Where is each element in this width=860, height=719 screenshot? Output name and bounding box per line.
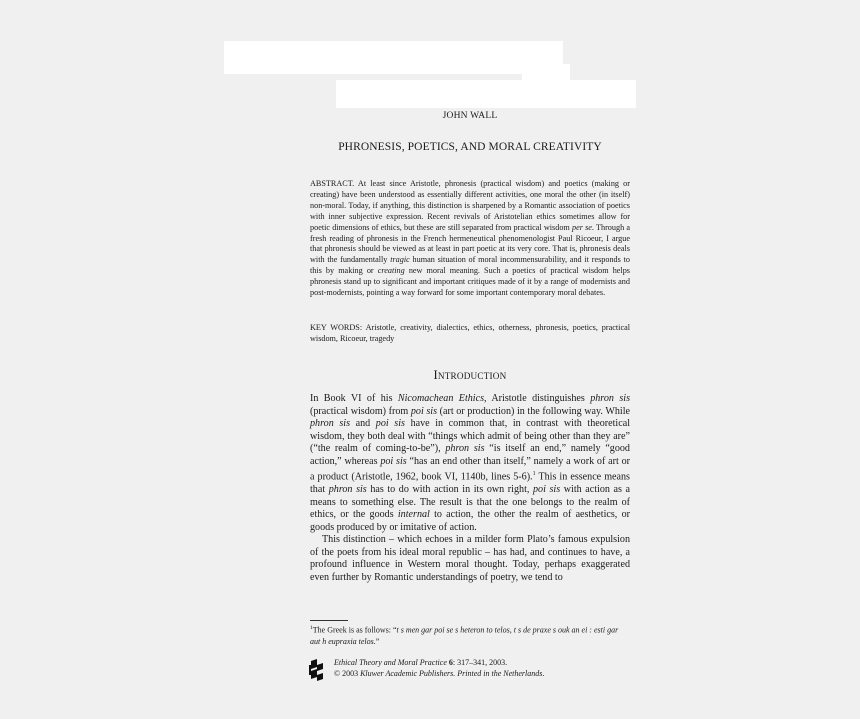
author-name: JOHN WALL <box>442 111 498 121</box>
paper-title: PHRONESIS, POETICS, AND MORAL CREATIVITY <box>338 141 602 153</box>
journal-volume: 6 <box>448 658 453 667</box>
footnote-ref[interactable]: 1 <box>532 471 536 478</box>
publisher-logo-icon <box>308 659 326 681</box>
footnote-divider <box>310 620 348 621</box>
redacted-header-block <box>336 80 636 108</box>
journal-citation: Ethical Theory and Moral Practice 6: 317–341, 2003. © 2003 Kluwer Academic Publishers. Printed in the Netherlands. <box>334 658 545 678</box>
paragraph: In Book VI of his Nicomachean Ethics, Aristotle distinguishes phron sis (practical wisdom) from poi sis (art or production) in the following way. While phron sis and poi sis have in common that, in contrast with theoretical wisdom, they both deal with “things which admit of being other than they are” (“the realm of coming-to-be”), phron sis “is itself an end,” namely “good action,” whereas poi sis “has an end other than itself,” namely a work of art or a product (Aristotle, 1962, book VI, 1140b, lines 5-6).$^1$ This in essence means that phron sis has to do with action in its own right, poi sis with action as a means to something else. The result is that the one belongs to the realm of ethics, or the goods internal to action, the other the realm of aesthetics, or goods produced by or imitative of action. <box>310 393 630 533</box>
body-text <box>310 393 630 585</box>
keywords: KEY WORDS: Aristotle, creativity, dialectics, ethics, otherness, phronesis, poetics, practical wisdom, Ricoeur, tragedy <box>310 323 630 343</box>
journal-name: Ethical Theory and Moral Practice <box>334 658 447 667</box>
abstract-label: ABSTRACT. <box>310 179 355 188</box>
footnote: $^1$The Greek is as follows: “t s men gar poi se s heteron to telos, t s de praxe s ouk an ei : esti gar aut h eupraxia telos.” <box>310 625 619 646</box>
paragraph: This distinction – which echoes in a milder form Plato’s famous expulsion of the poets from his ideal moral republic – has had, and continues to have, a profound influence in Western moral thought. Today, perhaps exaggerated even further by Romantic understandings of poetry, we tend to <box>310 534 630 584</box>
section-heading-introduction: INTRODUCTION <box>433 368 507 382</box>
abstract: ABSTRACT. At least since Aristotle, phronesis (practical wisdom) and poetics (making or creating) have been understood as essentially different activities, one moral the other (in itself) non-moral. Today, if anything, this distinction is sharpened by a Romantic association of poetics with inner subjective expression. Recent revivals of Aristotelian ethics sometimes allow for poetic dimensions of ethics, but these are still separated from practical wisdom per se. Through a fresh reading of phronesis in the French hermeneutical phenomenologist Paul Ricoeur, I argue that phronesis should be viewed as at least in part poetic at its very core. That is, phronesis deals with the fundamentally tragic human situation of moral incommensurability, and it responds to this by making or creating new moral meaning. Such a poetics of practical wisdom helps phronesis stand up to significant and important critiques made of it by a range of modernists and post-modernists, pointing a way forward for some important contemporary moral debates. <box>310 179 631 298</box>
keywords-label: KEY WORDS: <box>310 323 363 332</box>
redacted-header-block <box>224 41 563 74</box>
